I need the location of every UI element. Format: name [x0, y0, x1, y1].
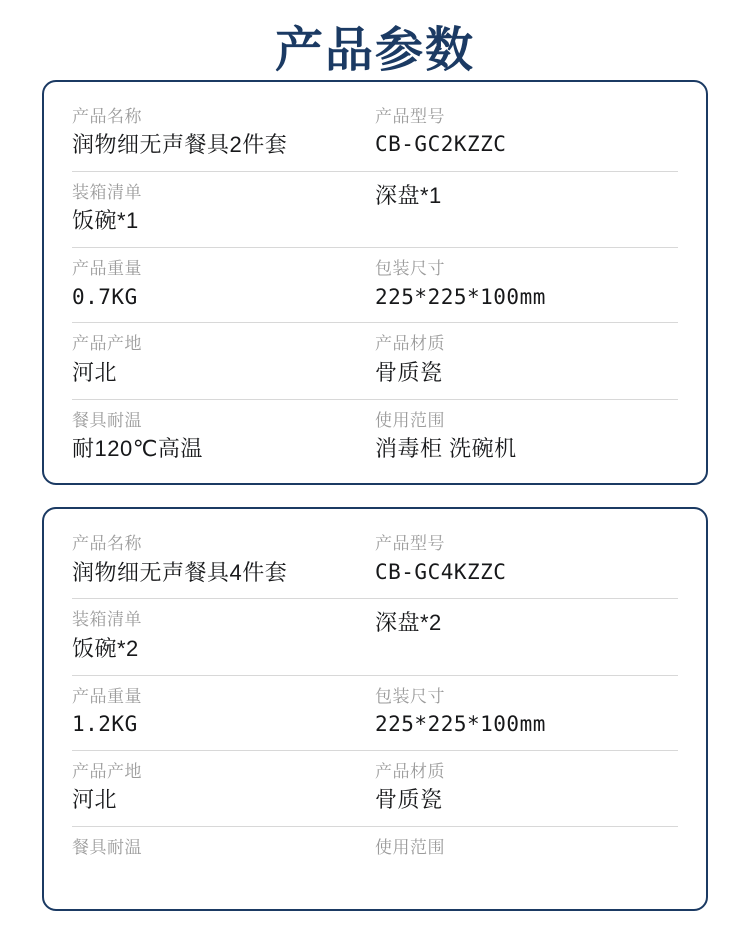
spec-cell [375, 531, 678, 588]
spec-cell [72, 408, 375, 465]
spec-value: CB-GC2KZZC [375, 132, 507, 157]
table-row [72, 96, 678, 172]
card-spacer [0, 485, 750, 507]
spec-cell [72, 531, 375, 588]
spec-cell [375, 180, 678, 237]
table-row [72, 676, 678, 751]
spec-card-2-piece-set [42, 80, 708, 486]
spec-label: 产品产地 [72, 761, 142, 781]
spec-value: 骨质瓷 [375, 359, 443, 385]
spec-label: 使用范围 [375, 410, 445, 430]
page-title: 产品参数 [274, 24, 475, 77]
spec-cell [375, 331, 678, 388]
spec-value: 深盘*2 [375, 610, 442, 636]
spec-label: 产品重量 [72, 259, 142, 279]
table-row [72, 827, 678, 901]
spec-value [375, 861, 670, 891]
spec-value: 润物细无声餐具2件套 [72, 132, 288, 158]
table-row [72, 599, 678, 675]
spec-cell [72, 607, 375, 664]
spec-label: 装箱清单 [72, 610, 142, 630]
spec-cell [375, 835, 678, 891]
spec-value: 225*225*100mm [375, 284, 546, 309]
spec-value [72, 861, 367, 891]
spec-value: 耐120℃高温 [72, 436, 203, 462]
spec-cell [375, 408, 678, 465]
spec-label: 产品材质 [375, 334, 445, 354]
spec-label: 装箱清单 [72, 182, 142, 202]
spec-value: 饭碗*2 [72, 635, 139, 661]
spec-value: 消毒柜 洗碗机 [375, 436, 517, 462]
table-row [72, 323, 678, 399]
spec-label: 餐具耐温 [72, 410, 142, 430]
spec-label: 产品产地 [72, 334, 142, 354]
table-row [72, 523, 678, 599]
spec-cell [72, 759, 375, 816]
spec-value: 骨质瓷 [375, 787, 443, 813]
spec-label: 产品材质 [375, 761, 445, 781]
spec-value: 1.2KG [72, 712, 138, 737]
spec-value: 饭碗*1 [72, 208, 139, 234]
table-row [72, 751, 678, 827]
spec-value: 225*225*100mm [375, 712, 546, 737]
spec-label: 产品名称 [72, 106, 142, 126]
spec-cell [72, 256, 375, 312]
spec-value: CB-GC4KZZC [375, 559, 507, 584]
spec-card-4-piece-set [42, 507, 708, 911]
table-row [72, 248, 678, 323]
spec-label: 使用范围 [375, 838, 445, 858]
spec-cell [72, 835, 375, 891]
spec-cell [375, 607, 678, 664]
spec-cell [375, 684, 678, 740]
spec-value: 0.7KG [72, 284, 138, 309]
spec-cell [375, 104, 678, 161]
spec-cell [375, 256, 678, 312]
table-row [72, 172, 678, 248]
spec-label: 包装尺寸 [375, 686, 445, 706]
spec-label: 产品名称 [72, 534, 142, 554]
spec-cell [72, 180, 375, 237]
spec-label: 产品型号 [375, 106, 445, 126]
spec-label: 包装尺寸 [375, 259, 445, 279]
spec-label: 产品重量 [72, 686, 142, 706]
spec-cell [375, 759, 678, 816]
spec-cell [72, 104, 375, 161]
spec-label: 餐具耐温 [72, 838, 142, 858]
spec-cell [72, 331, 375, 388]
spec-value: 润物细无声餐具4件套 [72, 559, 288, 585]
spec-value: 河北 [72, 787, 118, 813]
spec-value: 深盘*1 [375, 182, 442, 208]
spec-cell [72, 684, 375, 740]
table-row [72, 400, 678, 475]
spec-label: 产品型号 [375, 534, 445, 554]
spec-value: 河北 [72, 359, 118, 385]
